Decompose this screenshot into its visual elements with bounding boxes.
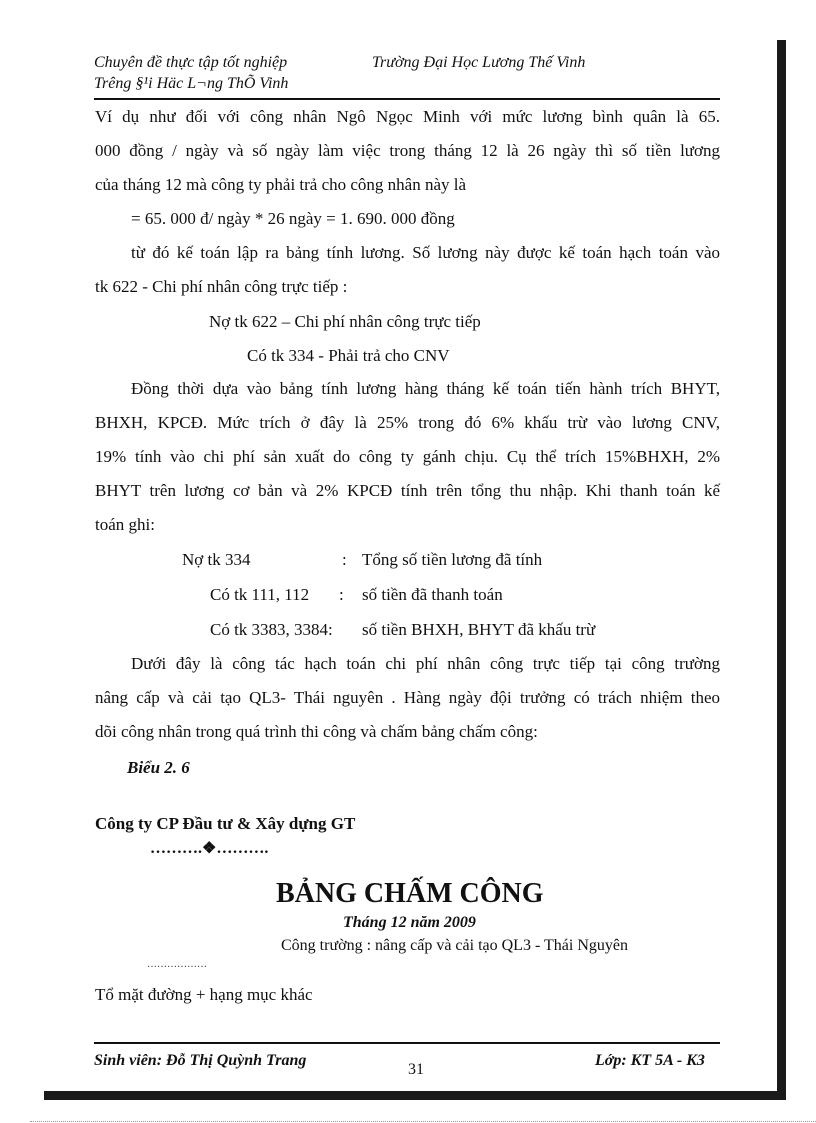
team-name: Tổ mặt đường + hạng mục khác xyxy=(95,985,313,1004)
header-rule xyxy=(94,98,720,100)
dotted-placeholder: ……………… xyxy=(147,959,207,970)
entry-description: số tiền BHXH, BHYT đã khấu trừ xyxy=(362,620,596,639)
header-university-legacy-font: Trêng §¹i Häc L¬ng ThÕ Vinh xyxy=(94,75,289,92)
paragraph-2-line-2: tk 622 - Chi phí nhân công trực tiếp : xyxy=(95,277,348,296)
entry-account: Nợ tk 334 xyxy=(182,550,251,569)
paragraph-3-line-5: toán ghi: xyxy=(95,515,155,534)
page-edge-dotted-line xyxy=(30,1121,816,1122)
paragraph-4-line-3: dõi công nhân trong quá trình thi công và chấm bảng chấm công: xyxy=(95,722,538,741)
paragraph-1-line-3: của tháng 12 mà công ty phải trả cho công nhân này là xyxy=(95,175,467,194)
entry-description: Tổng số tiền lương đã tính xyxy=(362,550,543,569)
document-subtitle: Tháng 12 năm 2009 xyxy=(343,914,476,931)
footer-rule xyxy=(94,1042,720,1044)
footer-class: Lớp: KT 5A - K3 xyxy=(595,1052,705,1069)
paragraph-3-line-3: 19% tính vào chi phí sản xuất do công ty gánh chịu. Cụ thể trích 15%BHXH, 2% xyxy=(95,447,720,466)
paragraph-4-line-2: nâng cấp và cải tạo QL3- Thái nguyên . Hàng ngày đội trưởng có trách nhiệm theo xyxy=(95,688,720,707)
paragraph-4-line-1: Dưới đây là công tác hạch toán chi phí nhân công trực tiếp tại công trường xyxy=(131,654,720,673)
header-university: Trường Đại Học Lương Thế Vinh xyxy=(372,54,586,71)
paragraph-3-line-4: BHYT trên lương cơ bản và 2% KPCĐ tính trên tổng thu nhập. Khi thanh toán kế xyxy=(95,481,720,500)
ornament-divider: ……….❖………. xyxy=(150,840,269,857)
document-title: BẢNG CHẤM CÔNG xyxy=(276,878,544,909)
paragraph-3-line-1: Đồng thời dựa vào bảng tính lương hàng tháng kế toán tiến hành trích BHYT, xyxy=(131,379,720,398)
paragraph-1-line-2: 000 đồng / ngày và số ngày làm việc trong tháng 12 là 26 ngày thì số tiền lương xyxy=(95,141,720,160)
page-border-right xyxy=(777,40,786,1100)
footer-student: Sinh viên: Đỗ Thị Quỳnh Trang xyxy=(94,1052,307,1069)
page-border-bottom xyxy=(44,1091,786,1100)
entry-account: Có tk 3383, 3384: xyxy=(210,620,333,639)
paragraph-3-line-2: BHXH, KPCĐ. Mức trích ở đây là 25% trong đó 6% khấu trừ vào lương CNV, xyxy=(95,413,720,432)
entry-colon: : xyxy=(339,585,344,604)
paragraph-2-line-1: từ đó kế toán lập ra bảng tính lương. Số lương này được kế toán hạch toán vào xyxy=(131,243,720,262)
salary-formula: = 65. 000 đ/ ngày * 26 ngày = 1. 690. 000 đồng xyxy=(131,209,455,228)
page-number: 31 xyxy=(408,1061,424,1078)
entry-debit-622: Nợ tk 622 – Chi phí nhân công trực tiếp xyxy=(209,312,481,331)
company-name: Công ty CP Đầu tư & Xây dựng GT xyxy=(95,814,356,833)
entry-description: số tiền đã thanh toán xyxy=(362,585,503,604)
entry-account: Có tk 111, 112 xyxy=(210,585,310,604)
header-thesis-title: Chuyên đề thực tập tốt nghiệp xyxy=(94,54,288,71)
construction-site: Công trường : nâng cấp và cải tạo QL3 - Thái Nguyên xyxy=(281,937,628,954)
entry-credit-334: Có tk 334 - Phải trả cho CNV xyxy=(247,346,450,365)
entry-colon: : xyxy=(342,550,347,569)
paragraph-1-line-1: Ví dụ như đối với công nhân Ngô Ngọc Minh với mức lương bình quân là 65. xyxy=(95,107,720,126)
figure-label: Biểu 2. 6 xyxy=(127,758,190,777)
